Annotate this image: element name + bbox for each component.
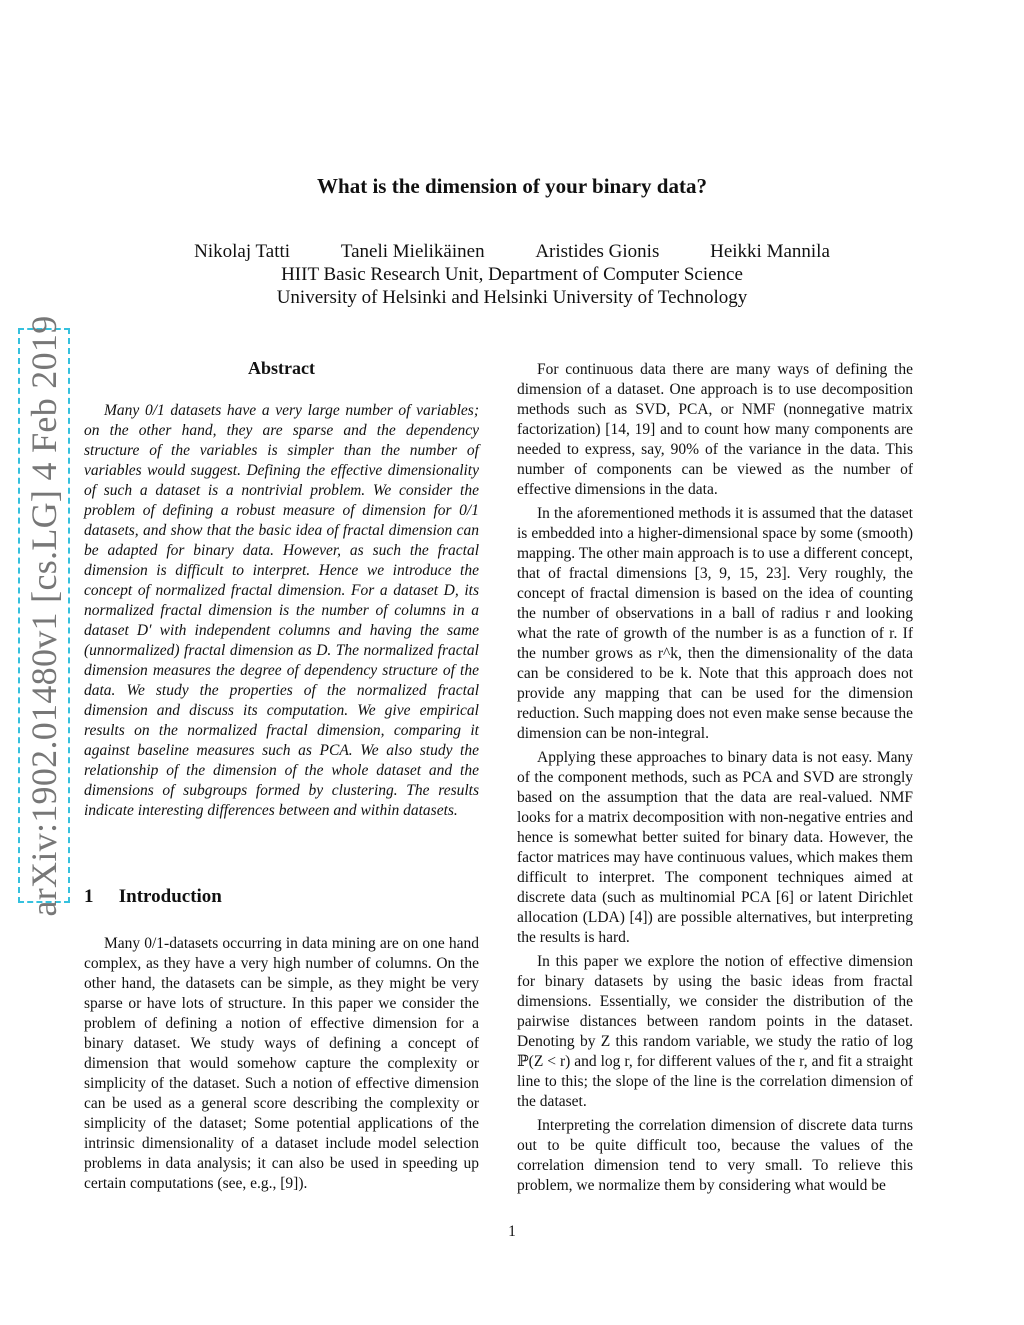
right-column [517,360,913,1196]
section-heading [84,886,222,908]
section-title: Introduction [118,886,222,907]
body-paragraph: Interpreting the correlation dimension of discrete data turns out to be quite difficult too, because the values of the correlation dimension tend to very small. To relieve this problem, we normalize them by considering what would be [517,1117,913,1194]
body-paragraph: For continuous data there are many ways of defining the dimension of a dataset. One approach is to use decomposition methods such as SVD, PCA, or NMF (nonnegative matrix factorization) [14, 19] and to count how many components are needed to express, say, 90% of the variance in the data. This number of components can be viewed as the number of effective dimensions in the data. [517,361,913,498]
section-number: 1 [84,886,94,907]
body-paragraph: In the aforementioned methods it is assumed that the dataset is embedded into a higher-dimensional space by some (smooth) mapping. The other main approach is to use a different concept, that of fractal dimensions [3, 9, 15, 23]. Very roughly, the concept of fractal dimension is based on the idea of counting the number of observations in a ball of radius r and looking what the rate of growth of the number is as a function of r. If the number grows as r^k, then the dimensionality of the data can be considered to be k. Note that this approach does not provide any mapping that can be used for the dimension reduction. Such mapping does not even make sense because the dimension can be non-integral. [517,505,913,742]
author-names [0,240,1024,263]
author-name: Heikki Mannila [710,241,830,262]
abstract-paragraph: Many 0/1 datasets have a very large number of variables; on the other hand, they are sparse and the dependency structure of the variables is simpler than the number of variables would suggest. Defining the effective dimensionality of such a dataset is a nontrivial problem. We consider the problem of defining a robust measure of dimension for 0/1 datasets, and show that the basic idea of fractal dimension can be adapted for binary data. However, as such the fractal dimension is difficult to interpret. Hence we introduce the concept of normalized fractal dimension. For a dataset D, its normalized fractal dimension is the number of columns in a dataset D′ with independent columns and having the same (unnormalized) fractal dimension as D. The normalized fractal dimension measures the degree of dependency structure of the data. We study the properties of the normalized fractal dimension and discuss its computation. We give empirical results on the normalized fractal dimension, comparing it against baseline measures such as PCA. We also study the relationship of the dimension of the whole dataset and the dimensions of subgroups formed by clustering. The results indicate interesting differences between and within datasets. [84,402,479,819]
arxiv-stamp [18,314,70,917]
body-paragraph: In this paper we explore the notion of effective dimension for binary datasets by using the basic ideas from fractal dimensions. Essentially, we consider the distribution of the pairwise distances between random points in the dataset. Denoting by Z this random variable, we study the ratio of log ℙ(Z < r) and log r, for different values of the r, and fit a straight line to this; the slope of the line is the correlation dimension of the dataset. [517,953,913,1110]
abstract-heading: Abstract [248,358,315,378]
intro-paragraph: Many 0/1-datasets occurring in data mining are on one hand complex, as they have a very high number of columns. On the other hand, the datasets can be simple, as they might be very sparse or have lots of structure. In this paper we consider the problem of defining a notion of effective dimension for a binary dataset. We study ways of defining a concept of dimension that would somehow capture the complexity or simplicity of the dataset. Such a notion of effective dimension can be used as a general score describing the complexity or simplicity of the dataset; Some potential applications of the intrinsic dimensionality of a dataset include model selection problems in data analysis; it can also be used in speeding up certain computations (see, e.g., [9]). [84,935,479,1192]
page-number: 1 [508,1223,516,1240]
author-name: Taneli Mielikäinen [340,241,485,262]
intro-left-column [84,934,479,1194]
arxiv-identifier: arXiv:1902.01480v1 [cs.LG] 4 Feb 2019 [24,314,64,917]
author-name: Nikolaj Tatti [194,241,291,262]
abstract-body [84,401,479,821]
body-paragraph: Applying these approaches to binary data is not easy. Many of the component methods, such as PCA and SVD are strongly based on the assumption that the data are real-valued. NMF looks for a matrix decomposition with non-negative entries and hence is somewhat better suited for binary data. However, the factor matrices may have continuous values, which makes them difficult to interpret. The component techniques aimed at discrete data (such as multinomial PCA [6] or latent Dirichlet allocation (LDA) [4]) are possible alternatives, but interpreting the results is hard. [517,749,913,946]
author-name: Aristides Gionis [535,241,660,262]
paper-title: What is the dimension of your binary data? [317,174,707,198]
author-block [0,240,1024,309]
affiliation-line: University of Helsinki and Helsinki University of Technology [276,287,748,308]
affiliation-line: HIIT Basic Research Unit, Department of Computer Science [281,264,743,285]
